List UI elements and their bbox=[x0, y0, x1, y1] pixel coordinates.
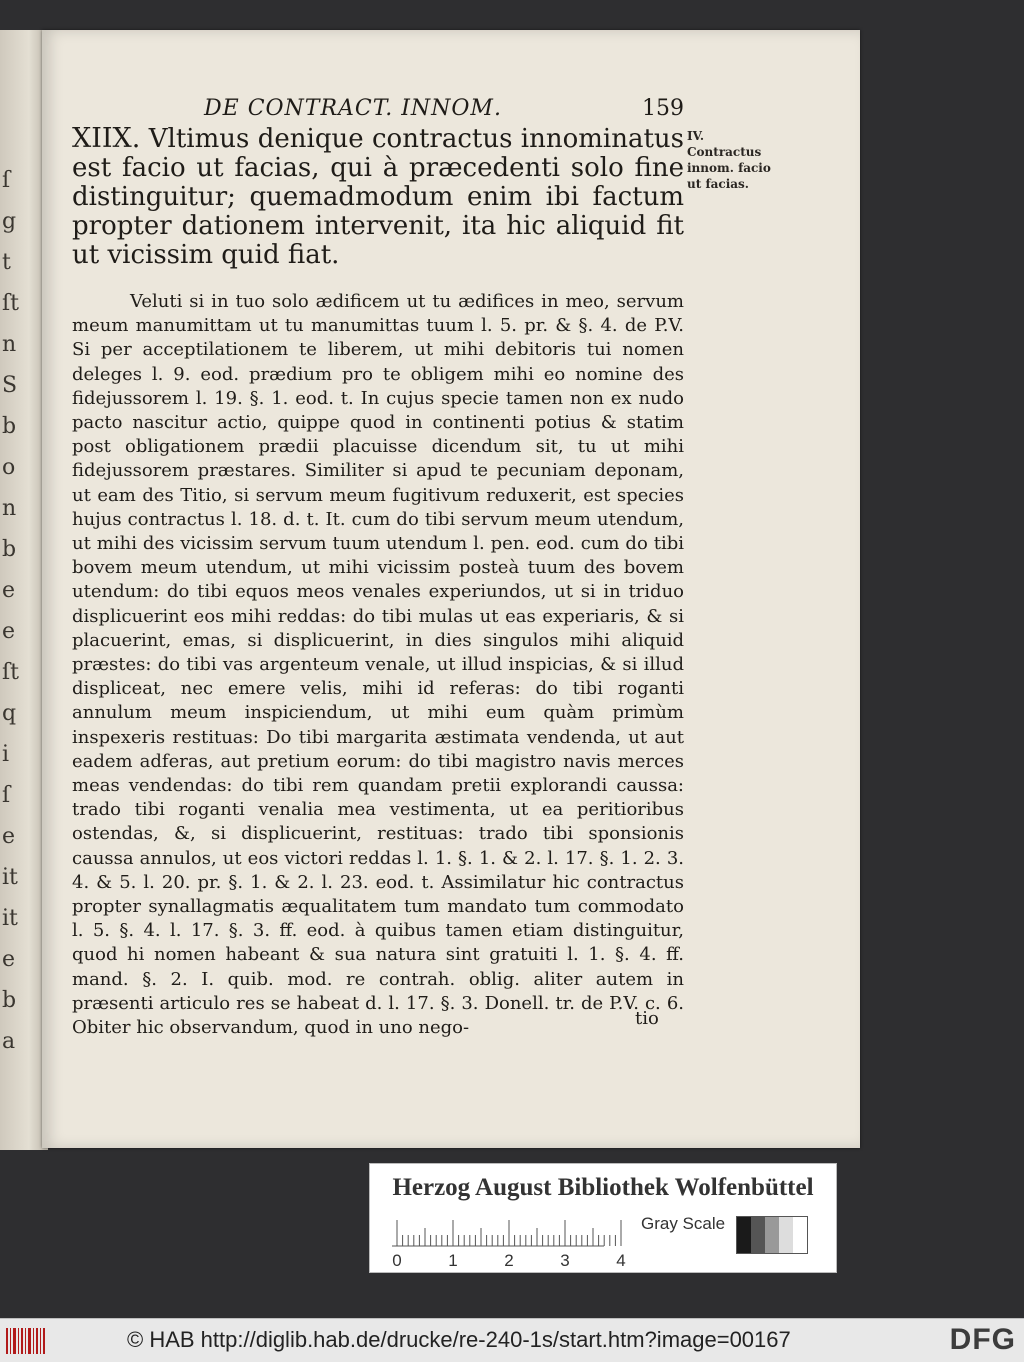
paragraph-number: XIIX. bbox=[72, 123, 141, 154]
centimeter-scale bbox=[392, 1210, 632, 1268]
left-page-edge-char: o bbox=[2, 455, 16, 480]
main-paragraph-text: Vltimus denique contractus innominatus est facio ut facias, qui à præcedenti solo fine distinguitur; quemadmodum enim ibi factum propter dationem intervenit, ita hic aliquid fit ut vicissim quid fiat. bbox=[72, 124, 685, 270]
scale-number: 3 bbox=[560, 1251, 570, 1268]
left-page-edge-char: ſ bbox=[2, 783, 11, 808]
gray-swatch bbox=[765, 1217, 779, 1253]
library-name: Herzog August Bibliothek Wolfenbüttel bbox=[392, 1174, 814, 1201]
left-page-edge-char: e bbox=[2, 578, 16, 603]
main-paragraph bbox=[72, 124, 684, 270]
left-page-edge-char: b bbox=[2, 414, 17, 439]
footer-bar bbox=[0, 1318, 1024, 1362]
left-page-edge-char: a bbox=[2, 1029, 16, 1054]
left-page-edge-char: n bbox=[2, 496, 17, 521]
scale-number: 0 bbox=[392, 1251, 402, 1268]
book-page bbox=[42, 30, 860, 1148]
left-page-edge-char: it bbox=[2, 906, 18, 931]
left-page-edge-char: n bbox=[2, 332, 17, 357]
body-paragraph bbox=[72, 290, 684, 1040]
reference-card bbox=[369, 1163, 837, 1273]
left-page-edge-text bbox=[2, 160, 42, 1062]
running-head bbox=[204, 96, 684, 126]
left-page-edge-char: i bbox=[2, 742, 10, 767]
running-title: DE CONTRACT. INNOM. bbox=[204, 96, 502, 121]
left-page-edge-char: e bbox=[2, 619, 16, 644]
gray-swatch bbox=[751, 1217, 765, 1253]
gray-scale-label: Gray Scale bbox=[641, 1214, 726, 1233]
left-page-edge-char: t bbox=[2, 250, 11, 275]
catchword: tio bbox=[635, 1008, 659, 1029]
scale-number: 4 bbox=[616, 1251, 626, 1268]
left-page-edge-char: q bbox=[2, 701, 17, 726]
gray-swatch bbox=[737, 1217, 751, 1253]
gray-swatch bbox=[793, 1217, 807, 1253]
margin-note: IV. Contractus innom. facio ut facias. bbox=[687, 129, 771, 191]
scale-number: 1 bbox=[448, 1251, 458, 1268]
body-paragraph-text: Veluti si in tuo solo ædificem ut tu ædifices in meo, servum meum manumittam ut tu manumittas tuum l. 5. pr. & §. 4. de P.V. Si per acceptilationem te liberem, ut mihi debitoris tui nomen deleges l. 9. eod. prædium pro te obligem mihi eo nomine des fidejussorem l. 19. §. 1. eod. t. In cujus specie tamen non ex nudo pacto nascitur actio, quippe quod in continenti potius & statim post obligationem prædii placuisse dicendum sit, tu ut mihi fidejussorem præstares. Similiter si apud te pecuniam deponam, ut eam des Titio, si servum meum fugitivum reduxerit, est species hujus contractus l. 18. d. t. It. cum do tibi servum meum utendum, ut mihi des vicissim servum tuum utendum l. pen. eod. cum do tibi bovem meum utendum, ut mihi vicissim posteà tuum des bovem utendum: do tibi equos meos venales experiundos, ut si in triduo displicuerint eos mihi reddas: do tibi mulas ut eas experiaris, & si placuerint, emas, si displicuerint, in dies singulos mihi aliquid præstes: do tibi vas argenteum venale, ut illud inspicias, & si illud displiceat, nec emere velis, mihi id referas: do tibi roganti annulum meum inspiciendum, ut mihi eum quàm primùm inspexeris restituas: Do tibi margarita æstimata vendenda, ut aut eadem adferas, aut pretium eorum: do tibi magistro navis merces meas vendendas: do tibi rem quandam pretii explorandi caussa: trado tibi roganti venalia mea vestimenta, ut ea peritioribus ostendas, &, si displicuerint, restituas: trado tibi sponsionis caussa annulos, ut eos victori reddas l. 1. §. 1. & 2. l. 17. §. 1. 2. 3. 4. & 5. l. 20. pr. §. 1. & 2. l. 23. eod. t. Assimilatur hic contractus propter synallagmatis æqualitatem tum mandato tum commodato l. 5. §. 4. l. 17. §. 3. ff. eod. à quibus tamen etiam distinguitur, quod hi nomen habeant & sua natura sint gratuiti l. 1. §. 4. ff. mand. §. 2. I. quib. mod. re contrah. oblig. aliter autem in præsenti articulo res se habeat d. l. 17. §. 3. Donell. tr. de P.V. c. 6. Obiter hic observandum, quod in uno nego- bbox=[72, 291, 684, 1039]
left-page-edge bbox=[0, 30, 48, 1150]
left-page-edge-char: g bbox=[2, 209, 17, 234]
left-page-edge-char: b bbox=[2, 537, 17, 562]
dfg-logo: DFG bbox=[949, 1323, 1016, 1356]
left-page-edge-char: ſt bbox=[2, 291, 19, 316]
scale-number: 2 bbox=[504, 1251, 514, 1268]
page-number: 159 bbox=[642, 96, 684, 121]
gray-swatch bbox=[779, 1217, 793, 1253]
left-page-edge-char: b bbox=[2, 988, 17, 1013]
left-page-edge-char: ſ bbox=[2, 168, 11, 193]
left-page-edge-char: it bbox=[2, 865, 18, 890]
left-page-edge-char: S bbox=[2, 373, 18, 398]
copyright-link[interactable]: © HAB http://diglib.hab.de/drucke/re-240-1s/start.htm?image=00167 bbox=[127, 1327, 791, 1352]
barcode-icon bbox=[6, 1328, 46, 1354]
left-page-edge-char: ſt bbox=[2, 660, 19, 685]
left-page-edge-char: e bbox=[2, 947, 16, 972]
left-page-edge-char: e bbox=[2, 824, 16, 849]
gray-scale-bar bbox=[736, 1216, 808, 1254]
